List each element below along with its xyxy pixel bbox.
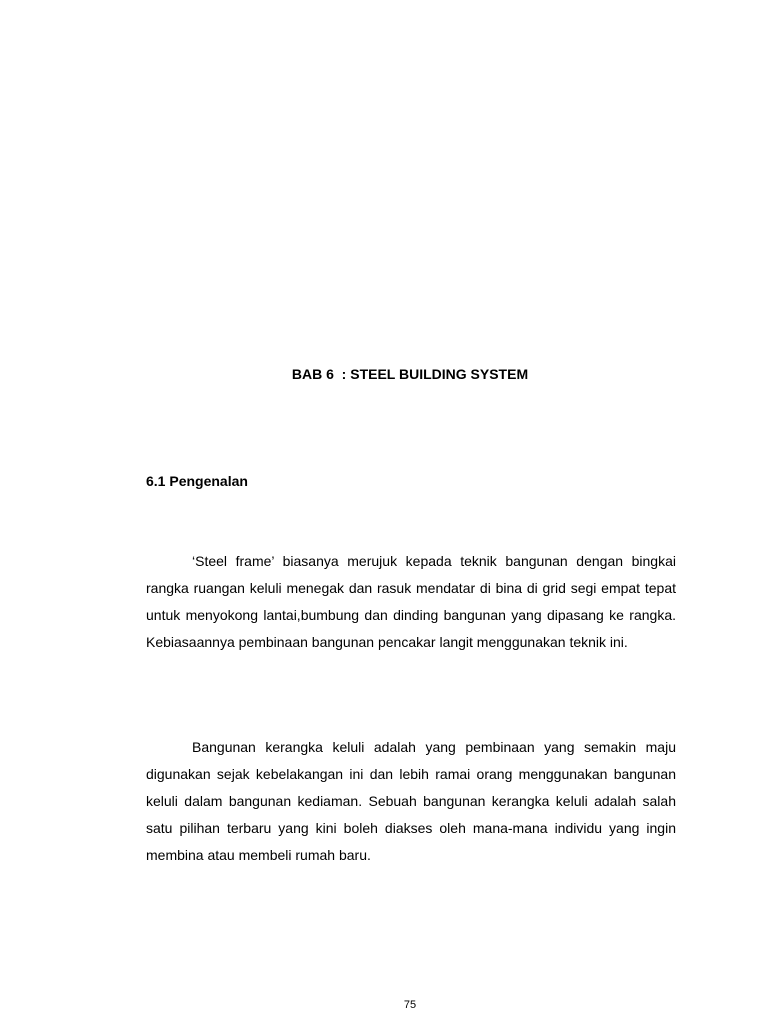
paragraph-steel-building: Bangunan kerangka keluli adalah yang pembinaan yang semakin maju digunakan sejak kebelakangan ini dan lebih ramai orang menggunakan bangunan keluli dalam bangunan kediaman. Sebuah bangunan kerangka keluli adalah salah satu pilihan terbaru yang kini boleh diakses oleh mana-mana individu yang ingin membina atau membeli rumah baru. — [146, 739, 676, 863]
section-heading: 6.1 Pengenalan — [146, 473, 248, 489]
chapter-title: BAB 6 : STEEL BUILDING SYSTEM — [291, 366, 529, 382]
page-number: 75 — [403, 999, 417, 1011]
paragraph-steel-frame: ‘Steel frame’ biasanya merujuk kepada teknik bangunan dengan bingkai rangka ruangan keluli menegak dan rasuk mendatar di bina di grid segi empat tepat untuk menyokong lantai,bumbung dan dinding bangunan yang dipasang ke rangka. Kebiasaannya pembinaan bangunan pencakar langit menggunakan teknik ini. — [146, 553, 676, 650]
